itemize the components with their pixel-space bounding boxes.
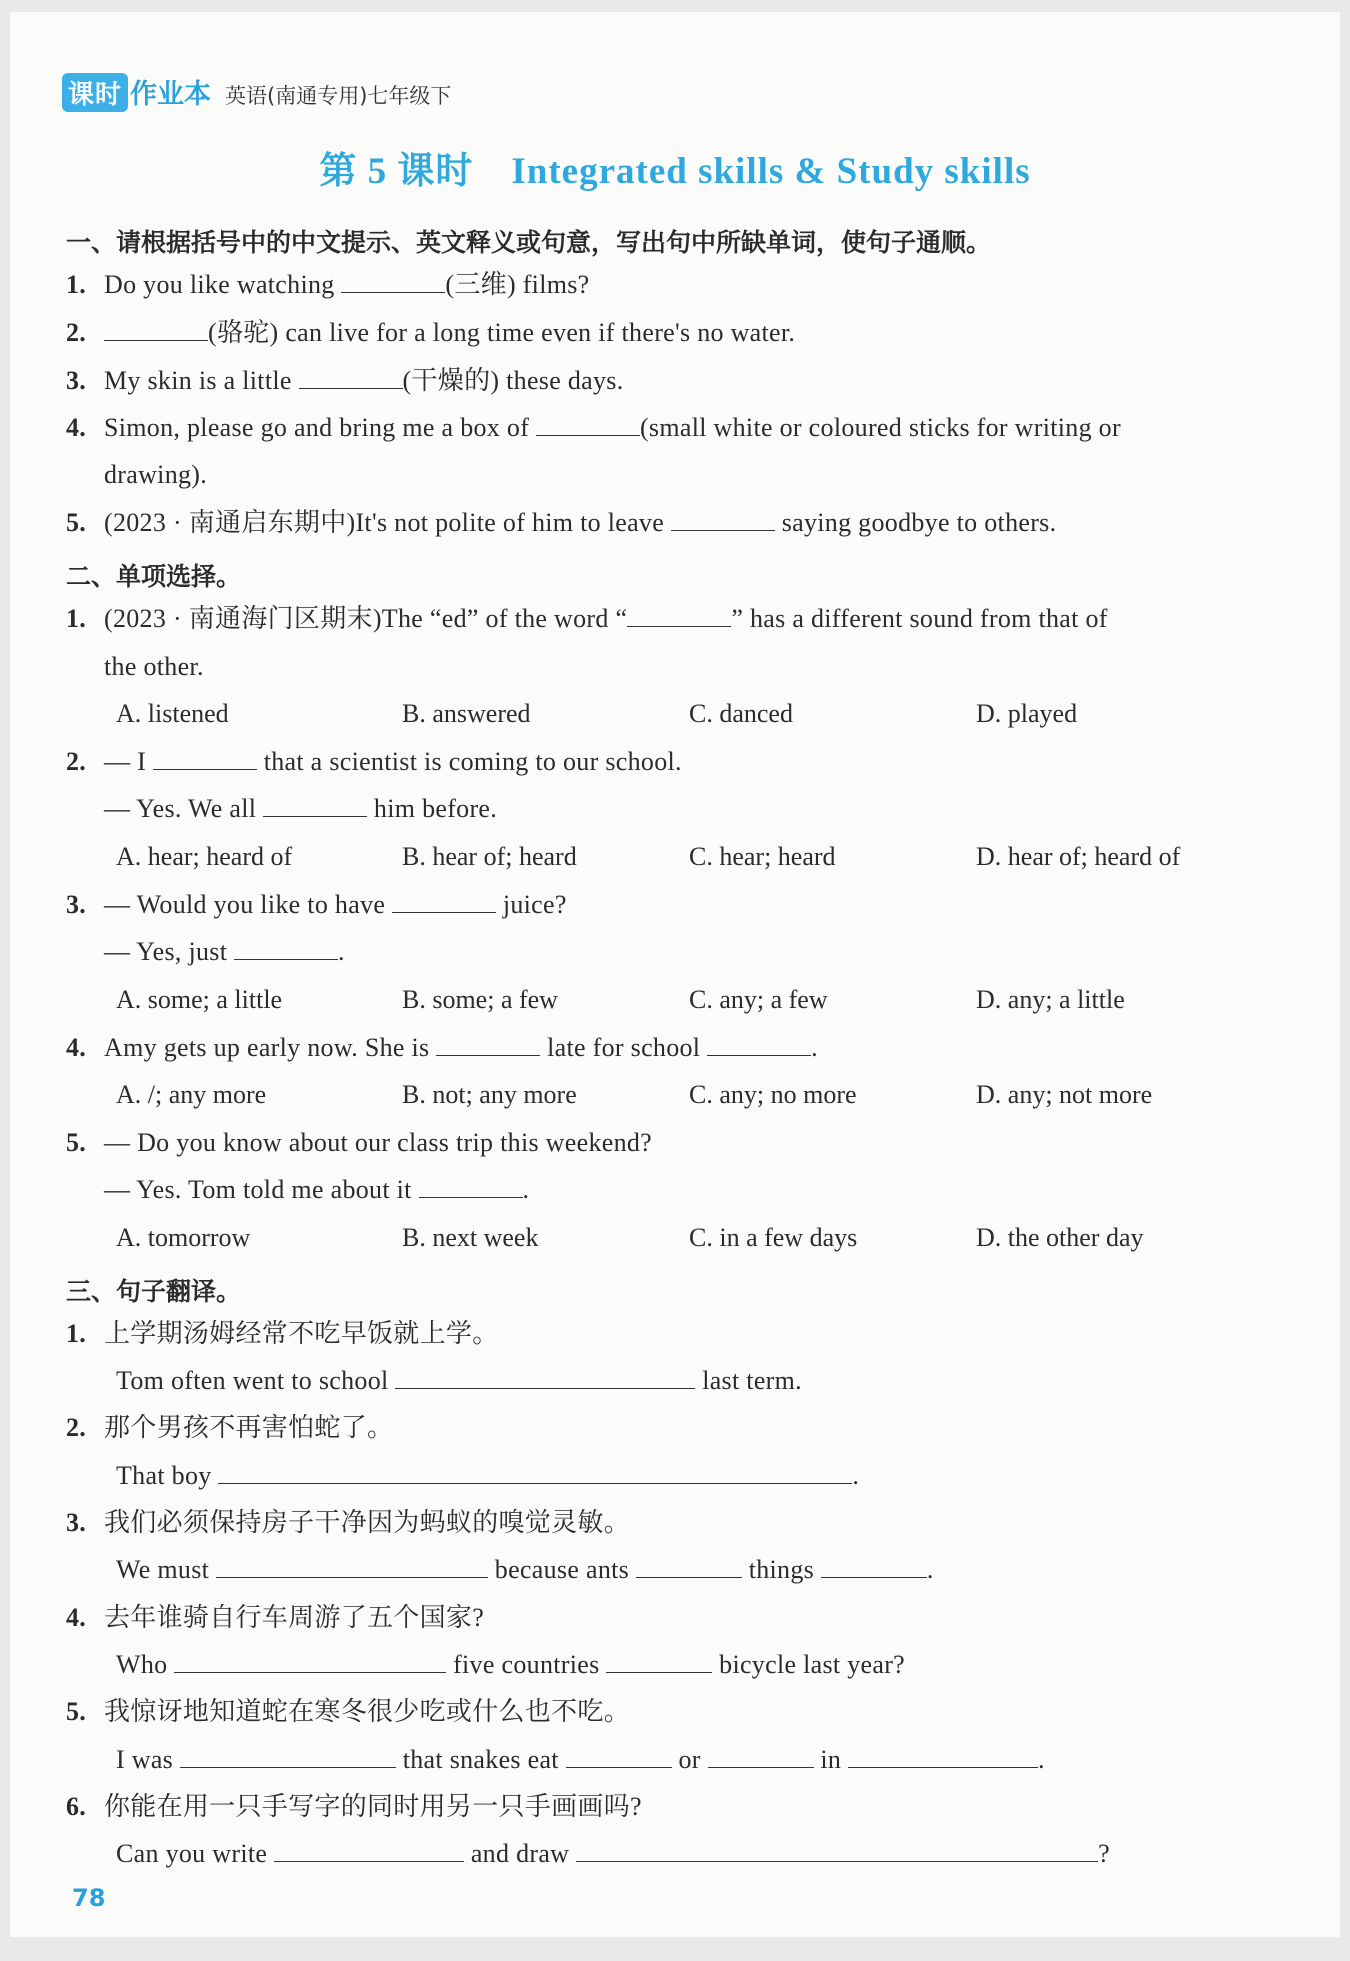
s3-item-1-en: Tom often went to school last term.	[116, 1366, 802, 1395]
answer-blank[interactable]	[419, 1175, 523, 1198]
option-b[interactable]: B. next week	[402, 1223, 539, 1252]
answer-blank[interactable]	[436, 1033, 540, 1056]
section3-heading: 三、句子翻译。	[66, 1277, 242, 1306]
s2-q5: 5. — Do you know about our class trip this weekend?	[66, 1128, 653, 1157]
option-b[interactable]: B. some; a few	[402, 985, 558, 1014]
answer-blank[interactable]	[707, 1033, 811, 1056]
s3-item-3-zh: 3. 我们必须保持房子干净因为蚂蚁的嗅觉灵敏。	[66, 1508, 631, 1537]
book-header	[62, 72, 451, 108]
answer-blank[interactable]	[708, 1745, 814, 1768]
option-b[interactable]: B. hear of; heard	[402, 842, 577, 871]
s2-q2: 2. — I that a scientist is coming to our school.	[66, 747, 682, 776]
answer-blank[interactable]	[576, 1839, 1098, 1862]
s3-item-2-en: That boy .	[116, 1461, 860, 1490]
s1-item-1: 1. Do you like watching (三维) films?	[66, 270, 590, 299]
section2-heading: 二、单项选择。	[66, 562, 242, 591]
s1-item-2: 2. (骆驼) can live for a long time even if there's no water.	[66, 318, 796, 347]
option-a[interactable]: A. tomorrow	[116, 1223, 251, 1252]
s3-item-6-en: Can you write and draw ?	[116, 1839, 1110, 1868]
book-subject: 英语(南通专用)七年级下	[225, 84, 452, 108]
answer-blank[interactable]	[299, 366, 403, 389]
option-c[interactable]: C. danced	[689, 699, 793, 728]
s2-q1-cont: the other.	[104, 652, 204, 681]
s1-item-4: 4. Simon, please go and bring me a box of (small white or coloured sticks for writing or	[66, 413, 1121, 442]
answer-blank[interactable]	[174, 1650, 446, 1673]
option-a[interactable]: A. listened	[116, 699, 229, 728]
s1-item-4-cont: drawing).	[104, 460, 208, 489]
answer-blank[interactable]	[566, 1745, 672, 1768]
option-a[interactable]: A. hear; heard of	[116, 842, 293, 871]
option-c[interactable]: C. any; a few	[689, 985, 828, 1014]
section1-heading: 一、请根据括号中的中文提示、英文释义或句意，写出句中所缺单词，使句子通顺。	[66, 228, 992, 257]
answer-blank[interactable]	[234, 937, 338, 960]
option-d[interactable]: D. any; a little	[976, 985, 1125, 1014]
option-c[interactable]: C. any; no more	[689, 1080, 857, 1109]
s3-item-5-zh: 5. 我惊讶地知道蛇在寒冬很少吃或什么也不吃。	[66, 1697, 631, 1726]
answer-blank[interactable]	[627, 604, 731, 627]
s1-item-3: 3. My skin is a little (干燥的) these days.	[66, 366, 624, 395]
answer-blank[interactable]	[392, 890, 496, 913]
s3-item-3-en: We must because ants things .	[116, 1555, 934, 1584]
answer-blank[interactable]	[848, 1745, 1038, 1768]
s2-q2-reply: — Yes. We all him before.	[104, 794, 498, 823]
answer-blank[interactable]	[153, 747, 257, 770]
option-b[interactable]: B. not; any more	[402, 1080, 577, 1109]
s3-item-2-zh: 2. 那个男孩不再害怕蛇了。	[66, 1413, 394, 1442]
s2-q3-reply: — Yes, just .	[104, 937, 345, 966]
s2-q4: 4. Amy gets up early now. She is late for school .	[66, 1033, 818, 1062]
s3-item-1-zh: 1. 上学期汤姆经常不吃早饭就上学。	[66, 1319, 499, 1348]
answer-blank[interactable]	[821, 1555, 927, 1578]
answer-blank[interactable]	[180, 1745, 396, 1768]
answer-blank[interactable]	[671, 508, 775, 531]
option-c[interactable]: C. in a few days	[689, 1223, 858, 1252]
s2-q1: 1. (2023 · 南通海门区期末)The “ed” of the word “ ” has a different sound from that of	[66, 604, 1108, 633]
answer-blank[interactable]	[263, 794, 367, 817]
s1-item-5: 5. (2023 · 南通启东期中)It's not polite of him to leave saying goodbye to others.	[66, 508, 1057, 537]
workbook-page	[10, 12, 1340, 1937]
book-badge: 课时	[62, 73, 128, 112]
lesson-title: 第 5 课时 Integrated skills & Study skills	[319, 151, 1031, 192]
option-a[interactable]: A. some; a little	[116, 985, 283, 1014]
option-d[interactable]: D. hear of; heard of	[976, 842, 1181, 871]
book-name: 作业本	[130, 79, 212, 110]
answer-blank[interactable]	[395, 1366, 695, 1389]
s2-q3: 3. — Would you like to have juice?	[66, 890, 567, 919]
answer-blank[interactable]	[636, 1555, 742, 1578]
answer-blank[interactable]	[218, 1461, 852, 1484]
option-d[interactable]: D. any; not more	[976, 1080, 1153, 1109]
s3-item-4-zh: 4. 去年谁骑自行车周游了五个国家?	[66, 1603, 485, 1632]
s3-item-5-en: I was that snakes eat or in .	[116, 1745, 1045, 1774]
option-d[interactable]: D. played	[976, 699, 1078, 728]
option-a[interactable]: A. /; any more	[116, 1080, 267, 1109]
option-d[interactable]: D. the other day	[976, 1223, 1144, 1252]
answer-blank[interactable]	[216, 1555, 488, 1578]
s3-item-4-en: Who five countries bicycle last year?	[116, 1650, 905, 1679]
answer-blank[interactable]	[341, 270, 445, 293]
answer-blank[interactable]	[104, 318, 208, 341]
option-c[interactable]: C. hear; heard	[689, 842, 836, 871]
answer-blank[interactable]	[536, 413, 640, 436]
page-number: 78	[72, 1884, 106, 1912]
s2-q5-reply: — Yes. Tom told me about it .	[104, 1175, 530, 1204]
answer-blank[interactable]	[606, 1650, 712, 1673]
answer-blank[interactable]	[274, 1839, 464, 1862]
s3-item-6-zh: 6. 你能在用一只手写字的同时用另一只手画画吗?	[66, 1792, 642, 1821]
option-b[interactable]: B. answered	[402, 699, 531, 728]
